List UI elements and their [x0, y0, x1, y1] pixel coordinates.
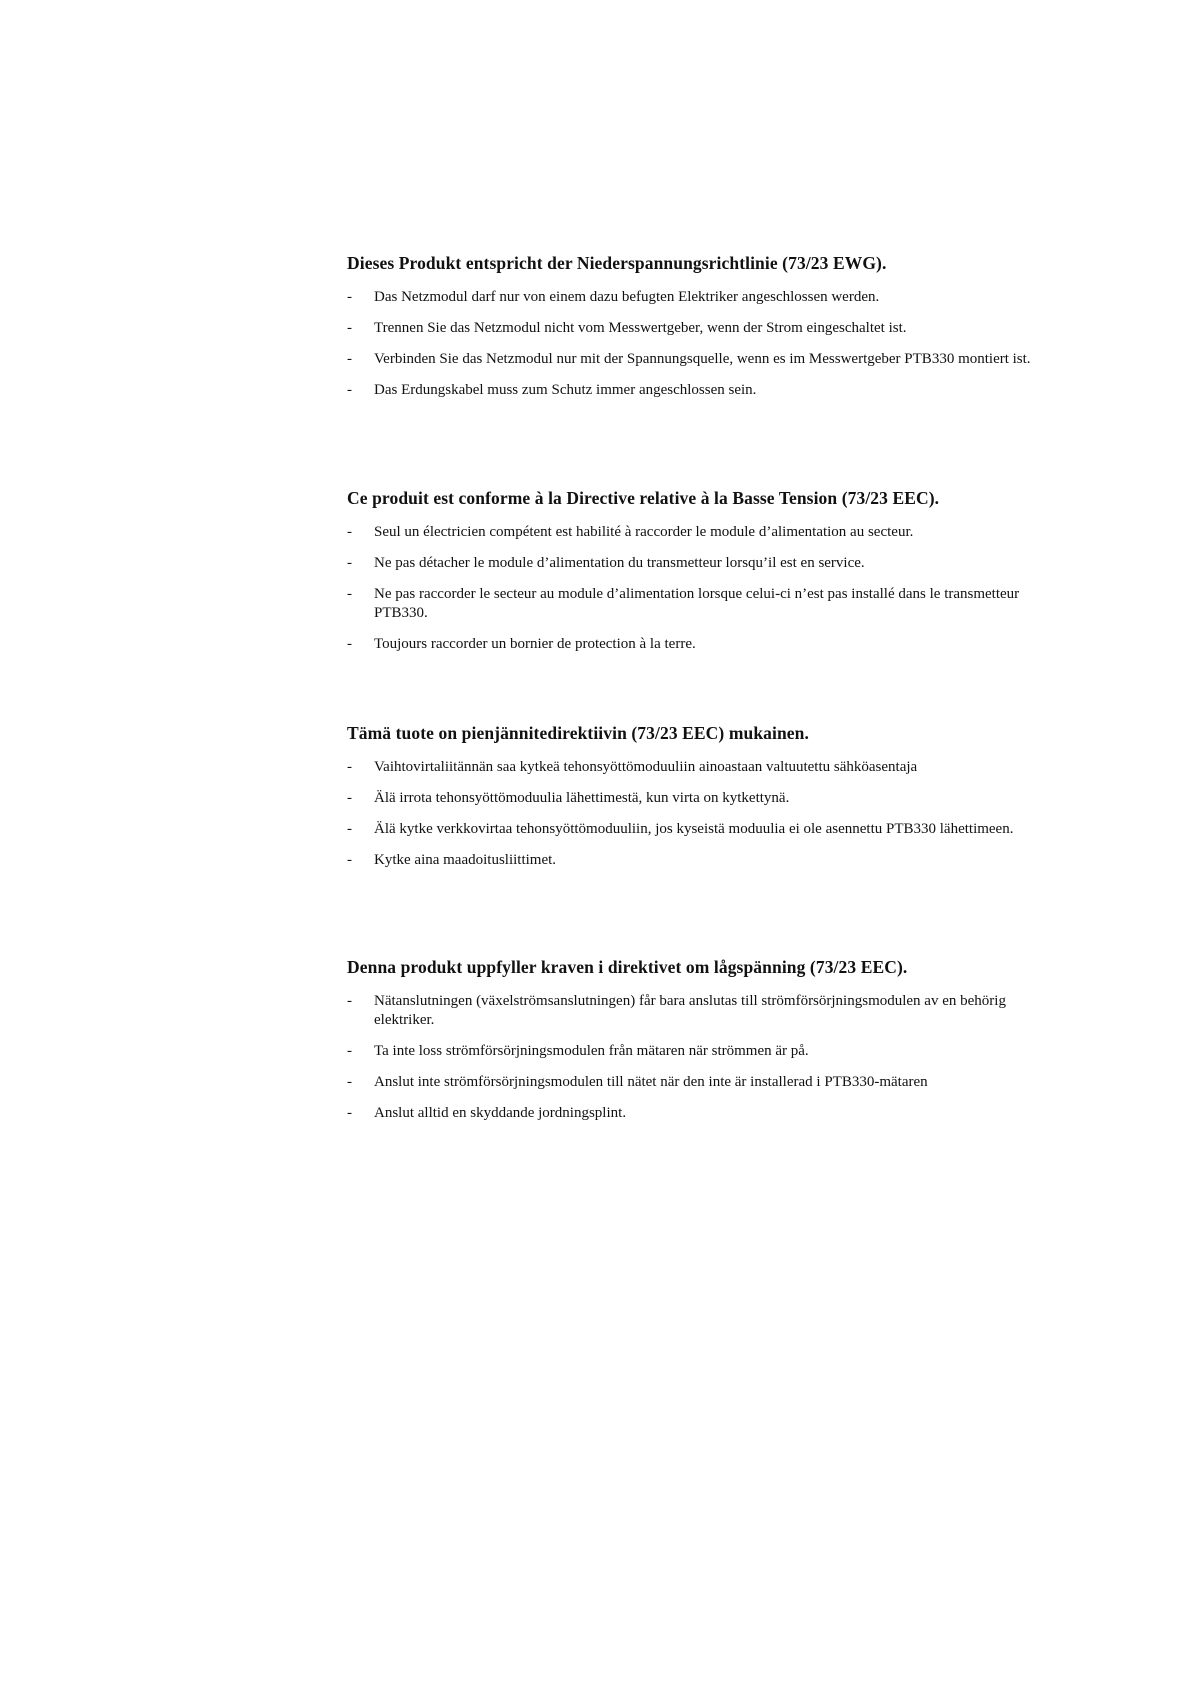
section-swedish — [347, 956, 1047, 1135]
list-item — [347, 288, 1047, 307]
item-list — [347, 758, 1047, 870]
item-text: Nätanslutningen (växelströmsanslutningen) får bara anslutas till strömförsörjningsmodulen av en behörig elektriker. — [374, 993, 1006, 1028]
bullet-dash: - — [347, 1074, 352, 1090]
item-text: Älä irrota tehonsyöttömoduulia lähettimestä, kun virta on kytkettynä. — [374, 790, 790, 806]
bullet-dash: - — [347, 821, 352, 837]
item-text: Anslut alltid en skyddande jordningsplint. — [374, 1105, 627, 1121]
bullet-dash: - — [347, 1105, 352, 1121]
item-text: Vaihtovirtaliitännän saa kytkeä tehonsyöttömoduuliin ainoastaan valtuutettu sähköasentaja — [374, 759, 918, 775]
item-text: Toujours raccorder un bornier de protection à la terre. — [374, 636, 696, 652]
bullet-dash: - — [347, 586, 352, 602]
bullet-dash: - — [347, 1043, 352, 1059]
list-item — [347, 585, 1047, 623]
list-item — [347, 789, 1047, 808]
item-text: Trennen Sie das Netzmodul nicht vom Messwertgeber, wenn der Strom eingeschaltet ist. — [374, 320, 907, 336]
list-item — [347, 758, 1047, 777]
bullet-dash: - — [347, 759, 352, 775]
bullet-dash: - — [347, 289, 352, 305]
section-title: Ce produit est conforme à la Directive relative à la Basse Tension (73/23 EEC). — [347, 488, 940, 508]
bullet-dash: - — [347, 382, 352, 398]
bullet-dash: - — [347, 790, 352, 806]
item-text: Das Netzmodul darf nur von einem dazu befugten Elektriker angeschlossen werden. — [374, 289, 880, 305]
list-item — [347, 1073, 1047, 1092]
bullet-dash: - — [347, 636, 352, 652]
item-text: Seul un électricien compétent est habilité à raccorder le module d’alimentation au secteur. — [374, 524, 914, 540]
section-finnish — [347, 722, 1047, 882]
section-title: Denna produkt uppfyller kraven i direktivet om lågspänning (73/23 EEC). — [347, 957, 908, 977]
list-item — [347, 350, 1047, 369]
item-text: Kytke aina maadoitusliittimet. — [374, 852, 557, 868]
bullet-dash: - — [347, 993, 352, 1009]
section-german — [347, 252, 1047, 412]
list-item — [347, 851, 1047, 870]
bullet-dash: - — [347, 555, 352, 571]
item-text: Ta inte loss strömförsörjningsmodulen från mätaren när strömmen är på. — [374, 1043, 809, 1059]
section-title: Dieses Produkt entspricht der Niederspannungsrichtlinie (73/23 EWG). — [347, 253, 887, 273]
section-title: Tämä tuote on pienjännitedirektiivin (73/23 EEC) mukainen. — [347, 723, 809, 743]
item-text: Ne pas raccorder le secteur au module d’alimentation lorsque celui-ci n’est pas installé dans le transmetteur PTB330. — [374, 586, 1020, 621]
list-item — [347, 820, 1047, 839]
list-item — [347, 1042, 1047, 1061]
list-item — [347, 635, 1047, 654]
item-text: Das Erdungskabel muss zum Schutz immer angeschlossen sein. — [374, 382, 757, 398]
item-list — [347, 288, 1047, 400]
item-list — [347, 523, 1047, 654]
list-item — [347, 992, 1047, 1030]
section-french — [347, 487, 1047, 666]
bullet-dash: - — [347, 852, 352, 868]
bullet-dash: - — [347, 524, 352, 540]
item-list — [347, 992, 1047, 1123]
list-item — [347, 554, 1047, 573]
list-item — [347, 319, 1047, 338]
item-text: Ne pas détacher le module d’alimentation du transmetteur lorsqu’il est en service. — [374, 555, 865, 571]
bullet-dash: - — [347, 320, 352, 336]
list-item — [347, 1104, 1047, 1123]
list-item — [347, 523, 1047, 542]
item-text: Älä kytke verkkovirtaa tehonsyöttömoduuliin, jos kyseistä moduulia ei ole asennettu PTB330 lähettimeen. — [374, 821, 1014, 837]
item-text: Anslut inte strömförsörjningsmodulen till nätet när den inte är installerad i PTB330-mätaren — [374, 1074, 928, 1090]
list-item — [347, 381, 1047, 400]
item-text: Verbinden Sie das Netzmodul nur mit der Spannungsquelle, wenn es im Messwertgeber PTB330 montiert ist. — [374, 351, 1031, 367]
bullet-dash: - — [347, 351, 352, 367]
